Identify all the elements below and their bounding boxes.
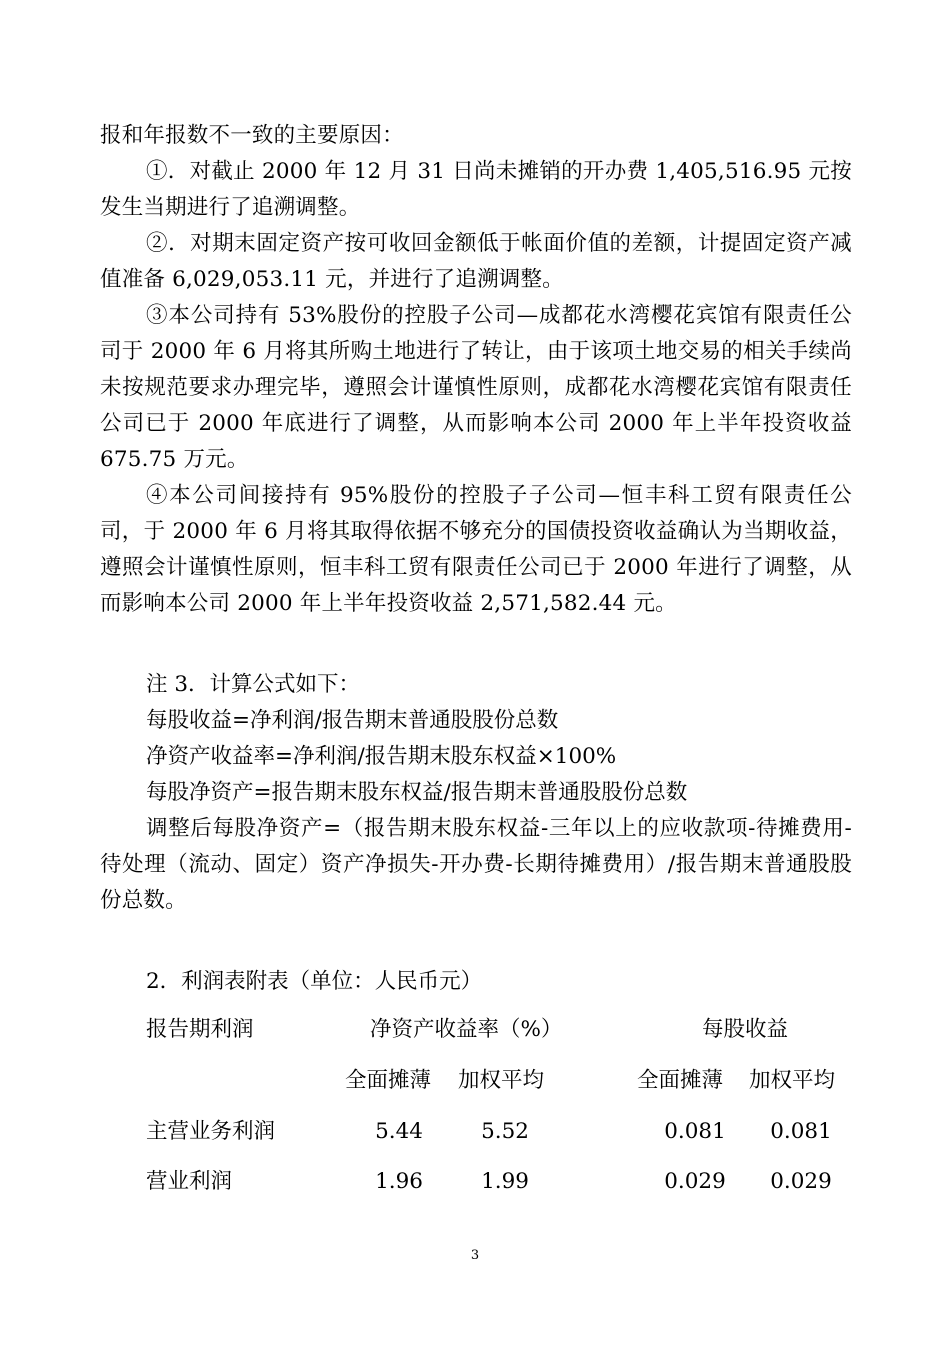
note3-heading: 注 3．计算公式如下：: [146, 672, 361, 697]
row-label: 营业利润: [146, 1169, 233, 1194]
row-label: 主营业务利润: [146, 1119, 276, 1144]
row-roe-weighted: 5.52: [481, 1119, 529, 1144]
formula-eps: 每股收益=净利润/报告期末普通股股份总数: [146, 708, 559, 733]
table-header-period-profit: 报告期利润: [146, 1017, 254, 1042]
paragraph-item-2: ②．对期末固定资产按可收回金额低于帐面价值的差额，计提固定资产减值准备 6,029,053.11 元，并进行了追溯调整。: [100, 231, 852, 292]
table-subheader-roe-weighted: 加权平均: [458, 1068, 545, 1093]
row-roe-full: 5.44: [375, 1119, 423, 1144]
table-header-roe: 净资产收益率（%）: [370, 1017, 563, 1042]
table-subheader-roe-full: 全面摊薄: [345, 1068, 432, 1093]
row-roe-weighted: 1.99: [481, 1169, 529, 1194]
paragraph-item-3: ③本公司持有 53%股份的控股子公司—成都花水湾樱花宾馆有限责任公司于 2000 年 6 月将其所购土地进行了转让，由于该项土地交易的相关手续尚未按规范要求办理完毕，遵照会计谨慎性原则，成都花水湾樱花宾馆有限责任公司已于 2000 年底进行了调整，从而影响本公司 2000 年上半年投资收益 675.75 万元。: [100, 303, 852, 472]
table-title: 2．利润表附表（单位：人民币元）: [146, 969, 483, 994]
table-header-eps: 每股收益: [702, 1017, 789, 1042]
row-eps-full: 0.081: [664, 1119, 726, 1144]
formula-bvps: 每股净资产=报告期末股东权益/报告期末普通股股份总数: [146, 780, 688, 805]
row-eps-weighted: 0.081: [770, 1119, 832, 1144]
row-eps-weighted: 0.029: [770, 1169, 832, 1194]
table-subheader-eps-full: 全面摊薄: [637, 1068, 724, 1093]
paragraph-item-4: ④本公司间接持有 95%股份的控股子子公司—恒丰科工贸有限责任公司，于 2000 年 6 月将其取得依据不够充分的国债投资收益确认为当期收益，遵照会计谨慎性原则，恒丰科工贸有限责任公司已于 2000 年进行了调整，从而影响本公司 2000 年上半年投资收益 2,571,582.44 元。: [100, 483, 852, 616]
formula-roe: 净资产收益率=净利润/报告期末股东权益×100%: [146, 744, 617, 769]
formula-adjusted-bvps: 调整后每股净资产=（报告期末股东权益-三年以上的应收款项-待摊费用-待处理（流动、固定）资产净损失-开办费-长期待摊费用）/报告期末普通股股份总数。: [100, 816, 852, 913]
row-eps-full: 0.029: [664, 1169, 726, 1194]
table-subheader-eps-weighted: 加权平均: [749, 1068, 836, 1093]
row-roe-full: 1.96: [375, 1169, 423, 1194]
page-number: 3: [470, 1248, 480, 1263]
paragraph-item-1: ①．对截止 2000 年 12 月 31 日尚未摊销的开办费 1,405,516.95 元按发生当期进行了追溯调整。: [100, 159, 852, 220]
paragraph-intro: 报和年报数不一致的主要原因：: [100, 123, 404, 148]
